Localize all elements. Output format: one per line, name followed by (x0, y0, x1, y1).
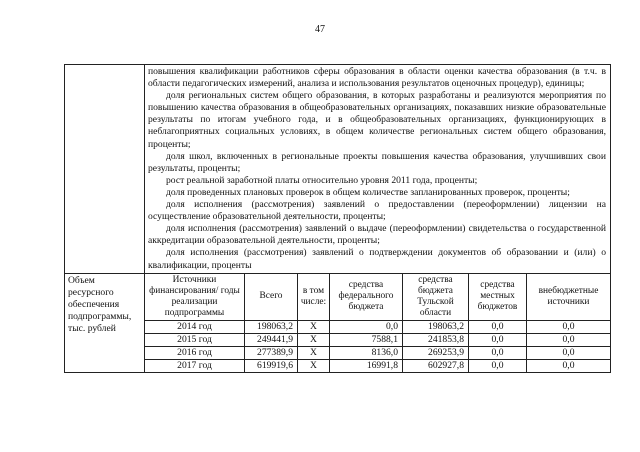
federal-cell: 16991,8 (330, 359, 403, 372)
local-cell: 0,0 (469, 320, 527, 333)
local-cell: 0,0 (469, 333, 527, 346)
year-cell: 2016 год (145, 346, 245, 359)
header-offbudget: внебюджетные источники (527, 273, 611, 320)
mark-cell: Х (298, 346, 330, 359)
year-cell: 2017 год (145, 359, 245, 372)
indicator-paragraph: доля региональных систем общего образования, в которых разработаны и реализуются мероприятия по повышению качества образования в общеобразовательных организациях, показавших низкие образовательные результаты по итогам учебного года, и в общеобразовательных организациях, функционирующих в неблагоприятных социальных условиях, в общем количестве региональных систем общего образования, проценты; (148, 90, 606, 150)
resource-label: Объем ресурсного обеспечения подпрограммы, тыс. рублей (65, 273, 145, 372)
header-total: Всего (245, 273, 298, 320)
table-row (65, 320, 611, 333)
offbudget-cell: 0,0 (527, 320, 611, 333)
header-regional: средства бюджета Тульской области (403, 273, 469, 320)
total-cell: 249441,9 (245, 333, 298, 346)
offbudget-cell: 0,0 (527, 359, 611, 372)
subprogram-passport-table (64, 64, 611, 373)
page-number: 47 (315, 24, 325, 35)
mark-cell: Х (298, 333, 330, 346)
header-federal: средства федерального бюджета (330, 273, 403, 320)
table-row (65, 333, 611, 346)
indicators-row (65, 65, 611, 274)
indicators-text-cell (145, 65, 611, 274)
indicator-paragraph: доля проведенных плановых проверок в общем количестве запланированных проверок, проценты; (166, 186, 570, 198)
federal-cell: 0,0 (330, 320, 403, 333)
table-row (65, 346, 611, 359)
regional-cell: 198063,2 (403, 320, 469, 333)
indicator-paragraph: доля исполнения (рассмотрения) заявлений о предоставлении (переоформлении) лицензии на осуществление образовательной деятельности, проценты; (148, 199, 606, 223)
federal-cell: 8136,0 (330, 346, 403, 359)
indicator-paragraph: доля исполнения (рассмотрения) заявлений о выдаче (переоформлении) свидетельства о государственной аккредитации образовательной деятельности, проценты; (148, 223, 606, 247)
indicator-paragraph: доля школ, включенных в региональные проекты повышения качества образования, улучшивших свои результаты, проценты; (148, 150, 606, 174)
total-cell: 277389,9 (245, 346, 298, 359)
regional-cell: 602927,8 (403, 359, 469, 372)
indicator-paragraph: повышения квалификации работников сферы образования в области оценки качества образования (в т.ч. в области педагогических измерений, анализа и использования результатов оценочных процедур), единицы; (148, 66, 606, 90)
mark-cell: Х (298, 320, 330, 333)
regional-cell: 241853,8 (403, 333, 469, 346)
header-source: Источники финансирования/ годы реализации подпрограммы (145, 273, 245, 320)
indicator-paragraph: рост реальной заработной платы относительно уровня 2011 года, проценты; (166, 174, 478, 186)
total-cell: 198063,2 (245, 320, 298, 333)
offbudget-cell: 0,0 (527, 333, 611, 346)
total-cell: 619919,6 (245, 359, 298, 372)
header-local: средства местных бюджетов (469, 273, 527, 320)
indicator-paragraph: доля исполнения (рассмотрения) заявлений о подтверждении документов об образовании и (или) о квалификации, проценты (148, 247, 606, 271)
federal-cell: 7588,1 (330, 333, 403, 346)
indicators-label-cell (65, 65, 145, 274)
table-row (65, 359, 611, 372)
year-cell: 2015 год (145, 333, 245, 346)
header-including: в том числе: (298, 273, 330, 320)
local-cell: 0,0 (469, 359, 527, 372)
offbudget-cell: 0,0 (527, 346, 611, 359)
year-cell: 2014 год (145, 320, 245, 333)
mark-cell: Х (298, 359, 330, 372)
regional-cell: 269253,9 (403, 346, 469, 359)
local-cell: 0,0 (469, 346, 527, 359)
table-header-row (65, 273, 611, 320)
